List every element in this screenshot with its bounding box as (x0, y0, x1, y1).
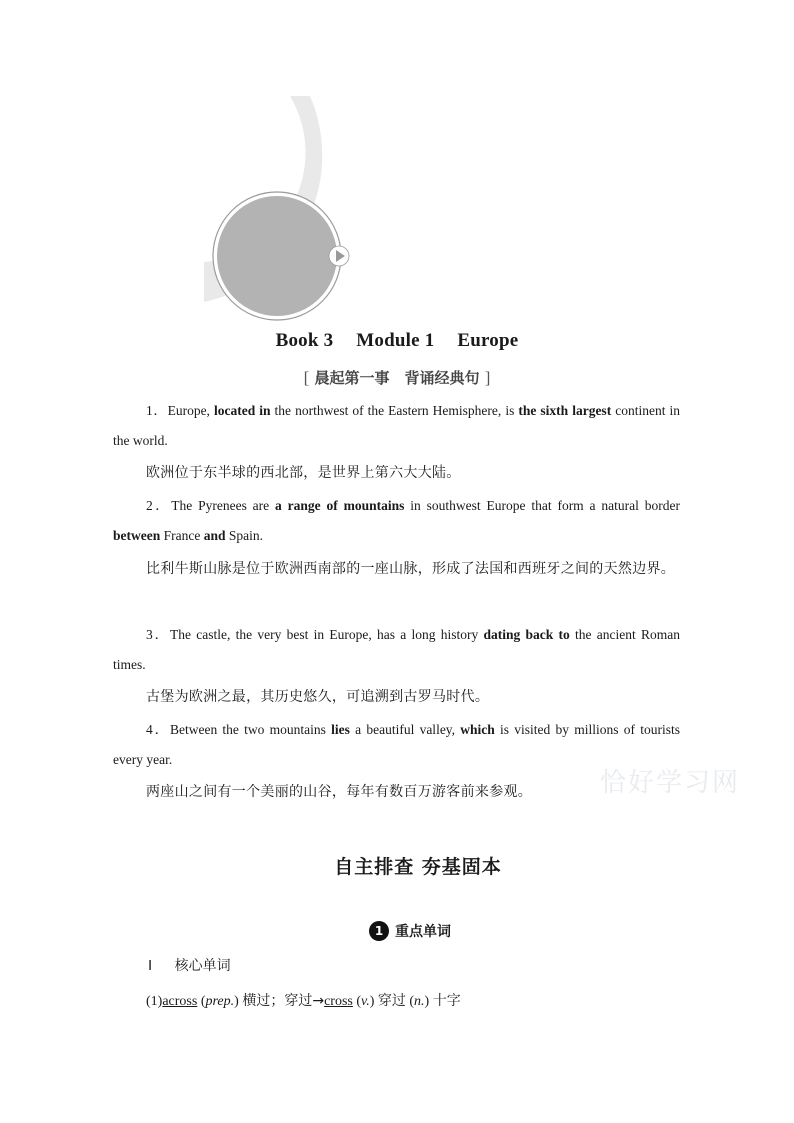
vocab-word-2: cross (324, 994, 353, 1009)
sentence-1-chinese: 欧洲位于东半球的西北部，是世界上第六大大陆。 (146, 465, 461, 481)
title-book: Book 3 (275, 330, 334, 351)
vocab-item-1: (1)across (prep.) 横过；穿过→cross (v.) 穿过 (n.) 十字 (146, 993, 461, 1009)
key-phrase: a range of mountains (275, 498, 405, 513)
sentence-1-english (113, 396, 680, 456)
sentence-text: Spain. (225, 528, 264, 543)
core-words-heading (148, 955, 231, 975)
title-module: Module 1 (356, 330, 435, 351)
section-subtitle: [ 晨起第一事 背诵经典句 ] (303, 368, 491, 387)
key-phrase: and (203, 528, 226, 543)
key-phrase: the sixth largest (518, 403, 612, 418)
vocab-word: across (162, 994, 198, 1009)
sentence-4-chinese: 两座山之间有一个美丽的山谷，每年有数百万游客前来参观。 (146, 784, 533, 800)
sentence-text: continent in the world. (113, 403, 680, 448)
sentence-text: 4．Between the two mountains (146, 722, 332, 737)
key-words-badge (369, 921, 451, 941)
sentence-3-chinese: 古堡为欧洲之最，其历史悠久，可追溯到古罗马时代。 (146, 689, 490, 705)
key-phrase: lies (331, 722, 350, 737)
header-decoration (0, 0, 794, 340)
watermark: 恰好学习网 (600, 768, 741, 798)
key-phrase: which (460, 722, 495, 737)
core-words-label: 核心单词 (174, 958, 231, 974)
roman-numeral: Ⅰ (148, 959, 153, 974)
sentence-text: the ancient Roman times. (113, 627, 680, 672)
title-topic: Europe (457, 330, 519, 351)
sentence-text: 2．The Pyrenees are (146, 498, 276, 513)
subtitle-text: 晨起第一事 背诵经典句 (314, 369, 480, 387)
badge-label: 重点单词 (395, 924, 451, 940)
sentence-text: 3．The castle, the very best in Europe, has a long history (146, 627, 484, 642)
sentence-2-english (113, 491, 680, 551)
sentence-2-chinese: 比利牛斯山脉是位于欧洲西南部的一座山脉，形成了法国和西班牙之间的天然边界。 (146, 561, 676, 577)
sentence-text: the northwest of the Eastern Hemisphere, is (270, 403, 519, 418)
sentence-3-english (113, 620, 680, 680)
section-heading: 自主排查 夯基固本 (334, 856, 502, 878)
key-phrase: located in (213, 403, 271, 418)
sentence-text: 1．Europe, (146, 403, 214, 418)
key-phrase: dating back to (483, 627, 570, 642)
badge-number: 1 (369, 921, 389, 941)
key-phrase: between (113, 528, 161, 543)
sentence-text: a beautiful valley, (349, 722, 461, 737)
sentence-text: is visited by millions of tourists every year. (113, 722, 680, 767)
decorative-disc (217, 196, 337, 316)
page-title (0, 330, 794, 352)
sentence-4-english (113, 715, 680, 775)
sentence-text: France (160, 528, 204, 543)
sentence-text: in southwest Europe that form a natural border (404, 498, 680, 513)
